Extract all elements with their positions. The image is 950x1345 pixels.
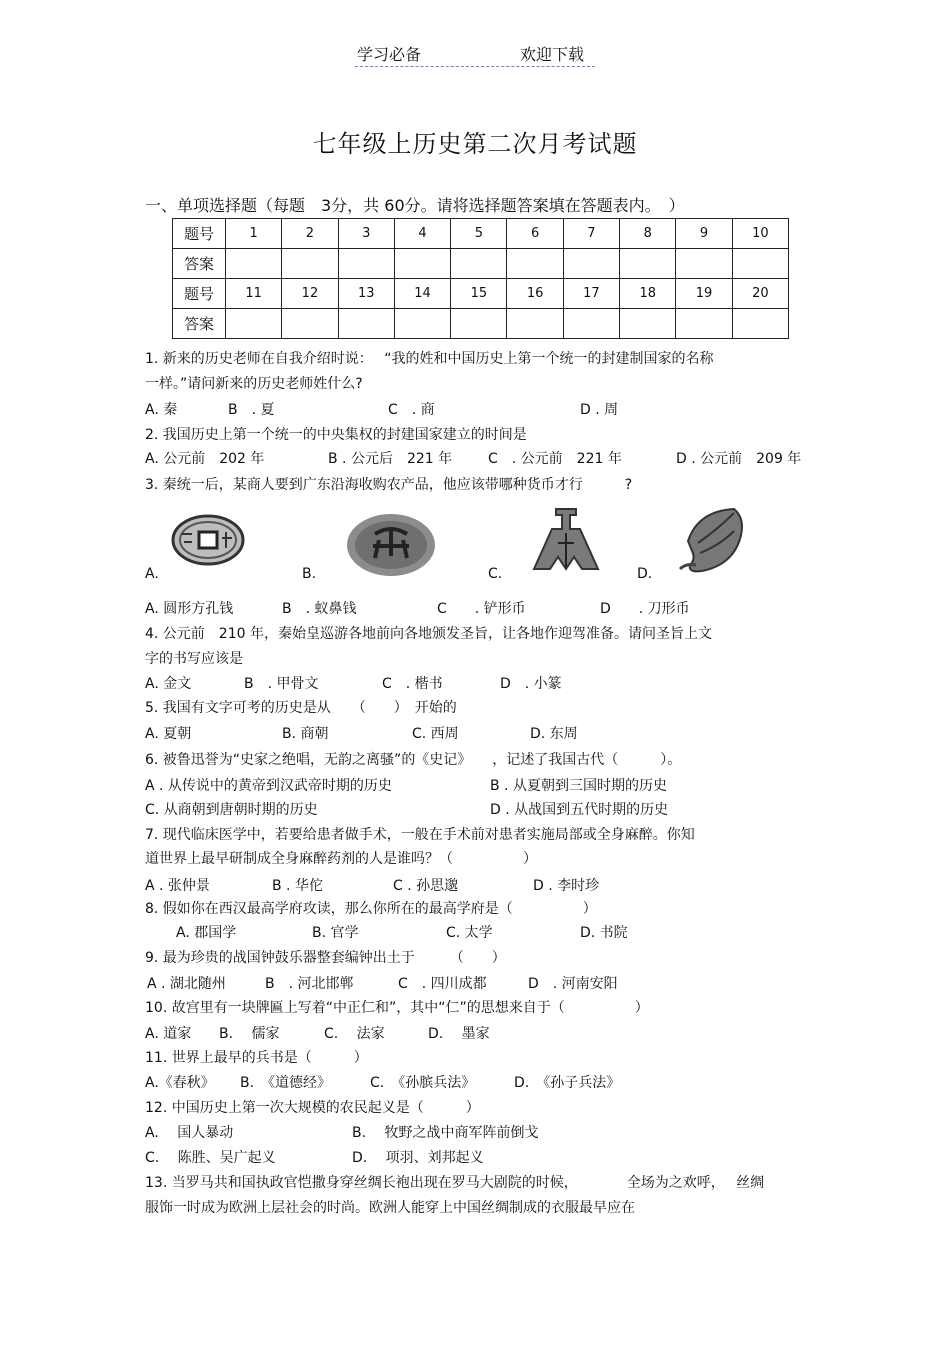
q6-option-d: D . 从战国到五代时期的历史 xyxy=(490,802,669,818)
question-number: 14 xyxy=(394,279,450,309)
answer-cell[interactable] xyxy=(282,249,338,279)
answer-cell[interactable] xyxy=(394,249,450,279)
answer-cell[interactable] xyxy=(732,309,788,339)
question-number: 7 xyxy=(563,219,619,249)
table-row xyxy=(173,279,789,309)
q4-option-d: D . 小篆 xyxy=(500,676,562,692)
q4-option-c: C . 楷书 xyxy=(382,676,443,692)
question-number: 4 xyxy=(394,219,450,249)
question-10: 10. 故宫里有一块牌匾上写着“中正仁和”，其中“仁”的思想来自于（ ） xyxy=(145,1000,649,1016)
q5-option-b: B. 商朝 xyxy=(282,726,329,742)
answer-cell[interactable] xyxy=(226,249,282,279)
question-13-line-1: 13. 当罗马共和国执政官恺撒身穿丝绸长袍出现在罗马大剧院的时候， 全场为之欢呼， 丝绸 xyxy=(145,1175,765,1191)
q12-option-c: C. 陈胜、吴广起义 xyxy=(145,1150,276,1166)
q10-option-b: B. 儒家 xyxy=(219,1026,280,1042)
question-number: 3 xyxy=(338,219,394,249)
table-row xyxy=(173,309,789,339)
page-header xyxy=(355,42,595,67)
table-row xyxy=(173,219,789,249)
answer-cell[interactable] xyxy=(451,309,507,339)
q7-option-a: A . 张仲景 xyxy=(145,878,210,894)
question-number: 10 xyxy=(732,219,788,249)
row-label: 题号 xyxy=(173,219,226,249)
question-4-line-1: 4. 公元前 210 年，秦始皇巡游各地前向各地颁发圣旨，让各地作迎驾准备。请问圣旨上文 xyxy=(145,626,712,642)
q5-option-a: A. 夏朝 xyxy=(145,726,192,742)
question-2: 2. 我国历史上第一个统一的中央集权的封建国家建立的时间是 xyxy=(145,427,527,443)
question-12: 12. 中国历史上第一次大规模的农民起义是（ ） xyxy=(145,1100,480,1116)
q3-image-label-b: B. xyxy=(302,566,317,582)
question-5: 5. 我国有文字可考的历史是从 （ ） 开始的 xyxy=(145,700,457,716)
q3-option-a: A. 圆形方孔钱 xyxy=(145,601,234,617)
question-number: 1 xyxy=(226,219,282,249)
knife-shaped-coin-image xyxy=(670,505,748,579)
q3-image-label-a: A. xyxy=(145,566,159,582)
answer-cell[interactable] xyxy=(338,309,394,339)
q12-option-b: B. 牧野之战中商军阵前倒戈 xyxy=(352,1125,539,1141)
question-number: 18 xyxy=(620,279,676,309)
row-label: 题号 xyxy=(173,279,226,309)
question-1-line-1: 1. 新来的历史老师在自我介绍时说： “我的姓和中国历史上第一个统一的封建制国家的名称 xyxy=(145,351,714,367)
q1-option-a: A. 秦 xyxy=(145,402,178,418)
q11-option-a: A.《春秋》 xyxy=(145,1075,215,1091)
answer-cell[interactable] xyxy=(676,309,732,339)
answer-table xyxy=(172,218,789,339)
answer-cell[interactable] xyxy=(620,309,676,339)
q10-option-d: D. 墨家 xyxy=(428,1026,490,1042)
header-right: 欢迎下载 xyxy=(520,45,585,64)
q6-option-b: B . 从夏朝到三国时期的历史 xyxy=(490,778,667,794)
question-number: 9 xyxy=(676,219,732,249)
question-8: 8. 假如你在西汉最高学府攻读，那么你所在的最高学府是（ ） xyxy=(145,901,597,917)
q4-option-a: A. 金文 xyxy=(145,676,192,692)
round-square-hole-coin-image xyxy=(170,512,246,568)
q3-image-label-d: D. xyxy=(637,566,653,582)
answer-cell[interactable] xyxy=(620,249,676,279)
q8-option-c: C. 太学 xyxy=(446,925,493,941)
q11-option-d: D. 《孙子兵法》 xyxy=(514,1075,621,1091)
answer-cell[interactable] xyxy=(282,309,338,339)
question-7-line-1: 7. 现代临床医学中，若要给患者做手术，一般在手术前对患者实施局部或全身麻醉。你知 xyxy=(145,827,695,843)
q12-option-a: A. 国人暴动 xyxy=(145,1125,234,1141)
question-1-line-2: 一样。”请问新来的历史老师姓什么? xyxy=(145,376,363,392)
q1-option-c: C . 商 xyxy=(388,402,435,418)
answer-cell[interactable] xyxy=(563,249,619,279)
question-number: 20 xyxy=(732,279,788,309)
question-number: 16 xyxy=(507,279,563,309)
answer-cell[interactable] xyxy=(394,309,450,339)
answer-cell[interactable] xyxy=(507,249,563,279)
q5-option-d: D. 东周 xyxy=(530,726,578,742)
q3-option-c: C . 铲形币 xyxy=(437,601,526,617)
answer-cell[interactable] xyxy=(563,309,619,339)
q12-option-d: D. 项羽、刘邦起义 xyxy=(352,1150,484,1166)
q3-option-d: D . 刀形币 xyxy=(600,601,690,617)
question-6: 6. 被鲁迅誉为“史家之绝唱，无韵之离骚”的《史记》 ，记述了我国古代（ ）。 xyxy=(145,752,682,768)
header-left: 学习必备 xyxy=(357,45,422,64)
q9-option-b: B . 河北邯郸 xyxy=(265,976,354,992)
question-number: 19 xyxy=(676,279,732,309)
q8-option-d: D. 书院 xyxy=(580,925,628,941)
question-4-line-2: 字的书写应该是 xyxy=(145,651,243,667)
q8-option-a: A. 郡国学 xyxy=(176,925,237,941)
q6-option-a: A . 从传说中的黄帝到汉武帝时期的历史 xyxy=(145,778,392,794)
q5-option-c: C. 西周 xyxy=(412,726,459,742)
page-title: 七年级上历史第二次月考试题 xyxy=(312,130,638,158)
answer-cell[interactable] xyxy=(507,309,563,339)
question-number: 2 xyxy=(282,219,338,249)
answer-cell[interactable] xyxy=(451,249,507,279)
q2-option-a: A. 公元前 202 年 xyxy=(145,451,265,467)
question-number: 13 xyxy=(338,279,394,309)
question-3: 3. 秦统一后，某商人要到广东沿海收购农产品，他应该带哪种货币才行 ? xyxy=(145,477,633,493)
q7-option-d: D . 李时珍 xyxy=(533,878,600,894)
question-number: 15 xyxy=(451,279,507,309)
q3-image-label-c: C. xyxy=(488,566,503,582)
row-label: 答案 xyxy=(173,249,226,279)
question-number: 8 xyxy=(620,219,676,249)
question-number: 6 xyxy=(507,219,563,249)
question-9: 9. 最为珍贵的战国钟鼓乐器整套编钟出土于 （ ） xyxy=(145,950,506,966)
ant-nose-coin-image xyxy=(345,512,437,578)
q7-option-c: C . 孙思邈 xyxy=(393,878,459,894)
q9-option-c: C . 四川成都 xyxy=(398,976,487,992)
q3-option-b: B . 蚁鼻钱 xyxy=(282,601,357,617)
question-number: 11 xyxy=(226,279,282,309)
q10-option-a: A. 道家 xyxy=(145,1026,192,1042)
question-13-line-2: 服饰一时成为欧洲上层社会的时尚。欧洲人能穿上中国丝绸制成的衣服最早应在 xyxy=(145,1200,635,1216)
q11-option-c: C. 《孙膑兵法》 xyxy=(370,1075,476,1091)
q1-option-d: D . 周 xyxy=(580,402,619,418)
q2-option-c: C . 公元前 221 年 xyxy=(488,451,622,467)
answer-cell[interactable] xyxy=(226,309,282,339)
q9-option-d: D . 河南安阳 xyxy=(528,976,618,992)
q2-option-d: D . 公元前 209 年 xyxy=(676,451,802,467)
q1-option-b: B . 夏 xyxy=(228,402,275,418)
spade-shaped-coin-image xyxy=(522,505,610,581)
table-row xyxy=(173,249,789,279)
question-number: 5 xyxy=(451,219,507,249)
answer-cell[interactable] xyxy=(732,249,788,279)
q4-option-b: B . 甲骨文 xyxy=(244,676,319,692)
question-11: 11. 世界上最早的兵书是（ ） xyxy=(145,1050,368,1066)
q10-option-c: C. 法家 xyxy=(324,1026,385,1042)
question-7-line-2: 道世界上最早研制成全身麻醉药剂的人是谁吗？（ ） xyxy=(145,851,537,867)
q6-option-c: C. 从商朝到唐朝时期的历史 xyxy=(145,802,318,818)
row-label: 答案 xyxy=(173,309,226,339)
q2-option-b: B . 公元后 221 年 xyxy=(328,451,453,467)
q7-option-b: B . 华佗 xyxy=(272,878,323,894)
question-number: 17 xyxy=(563,279,619,309)
section-heading: 一、单项选择题（每题 3分，共 60分。请将选择题答案填在答题表内。 ） xyxy=(145,196,685,215)
q9-option-a: A . 湖北随州 xyxy=(147,976,226,992)
q8-option-b: B. 官学 xyxy=(312,925,359,941)
question-number: 12 xyxy=(282,279,338,309)
q11-option-b: B. 《道德经》 xyxy=(240,1075,332,1091)
answer-cell[interactable] xyxy=(676,249,732,279)
answer-cell[interactable] xyxy=(338,249,394,279)
